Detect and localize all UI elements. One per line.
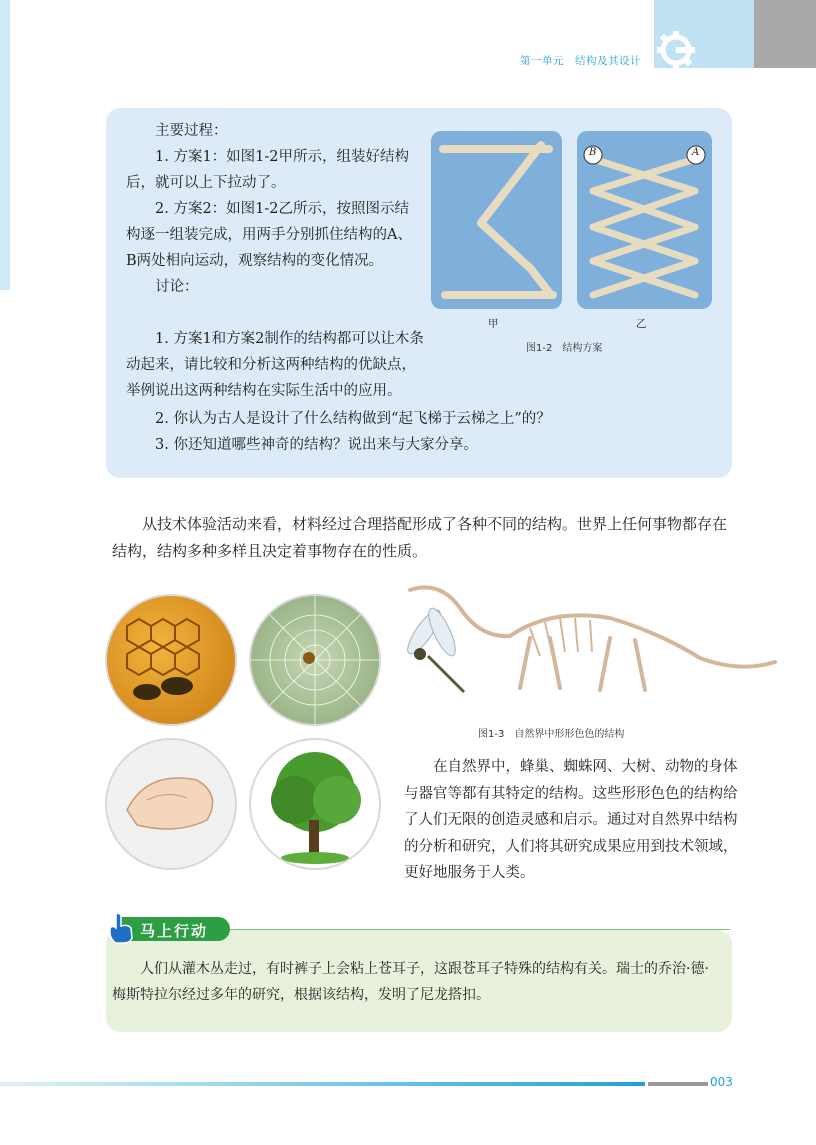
footer-gray-bar [648, 1082, 708, 1086]
gear-icon [656, 30, 696, 70]
photo-label-a: 甲 [488, 318, 499, 330]
process-step-1: 1. 方案1：如图1-2甲所示，组装好结构后，就可以上下拉动了。 [126, 149, 410, 191]
tree-image [249, 738, 381, 870]
figure-1-2-caption: 图1-2 结构方案 [526, 343, 603, 354]
body-paragraph [112, 511, 736, 565]
discuss-items-wrap [126, 406, 726, 458]
discuss-item-1-wrap [126, 326, 426, 404]
discuss-item-1: 1. 方案1和方案2制作的结构都可以让木条动起来，请比较和分析这两种结构的优缺点，举例说出这两种结构在实际生活中的应用。 [126, 331, 424, 399]
footer-line [0, 1082, 645, 1086]
action-text: 人们从灌木丛走过，有时裤子上会粘上苍耳子，这跟苍耳子特殊的结构有关。瑞士的乔治·德·梅斯特拉尔经过多年的研究，根据该结构，发明了尼龙搭扣。 [112, 961, 709, 1003]
photo-label-b: 乙 [636, 318, 647, 330]
nature-paragraph [404, 754, 738, 887]
spiderweb-image [249, 594, 381, 726]
process-step-2: 2. 方案2：如图1-2乙所示，按照图示结构逐一组装完成，用两手分别抓住结构的A、B两处相向运动，观察结构的变化情况。 [126, 201, 412, 269]
header-tab-dark [754, 0, 816, 68]
zigzag-structure-image [431, 131, 562, 309]
nature-paragraph-text: 在自然界中，蜂巢、蜘蛛网、大树、动物的身体与器官等都有其特定的结构。这些形形色色的结构给了人们无限的创造灵感和启示。通过对自然界中结构的分析和研究，人们将其研究成果应用到技术领域，更好地服务于人类。 [404, 759, 738, 881]
page-number: 003 [710, 1075, 733, 1089]
activity-process-text [126, 118, 422, 300]
action-text-wrap [112, 956, 722, 1008]
photo-scheme-a [431, 131, 562, 309]
figure-1-3-caption: 图1-3 自然界中形形色色的结构 [478, 729, 625, 740]
honeycomb-image [105, 594, 237, 726]
process-heading: 主要过程： [155, 123, 228, 139]
pointing-hand-icon [106, 910, 136, 944]
discuss-item-2: 2. 你认为古人是设计了什么结构做到“起飞梯于云梯之上”的？ [155, 411, 551, 427]
left-margin-bar [0, 0, 10, 290]
discuss-item-3: 3. 你还知道哪些神奇的结构？说出来与大家分享。 [155, 437, 478, 453]
action-title: 马上行动 [140, 922, 209, 940]
unit-title: 第一单元 结构及其设计 [520, 55, 641, 67]
discuss-heading: 讨论： [155, 279, 199, 295]
seashell-image [105, 738, 237, 870]
dinosaur-skeleton-image [400, 578, 780, 698]
marker-a: A [692, 147, 700, 158]
action-divider [230, 929, 730, 930]
photo-scheme-b [577, 131, 712, 309]
marker-b: B [589, 147, 597, 158]
body-paragraph-text: 从技术体验活动来看，材料经过合理搭配形成了各种不同的结构。世界上任何事物都存在结构，结构多种多样且决定着事物存在的性质。 [112, 515, 728, 560]
